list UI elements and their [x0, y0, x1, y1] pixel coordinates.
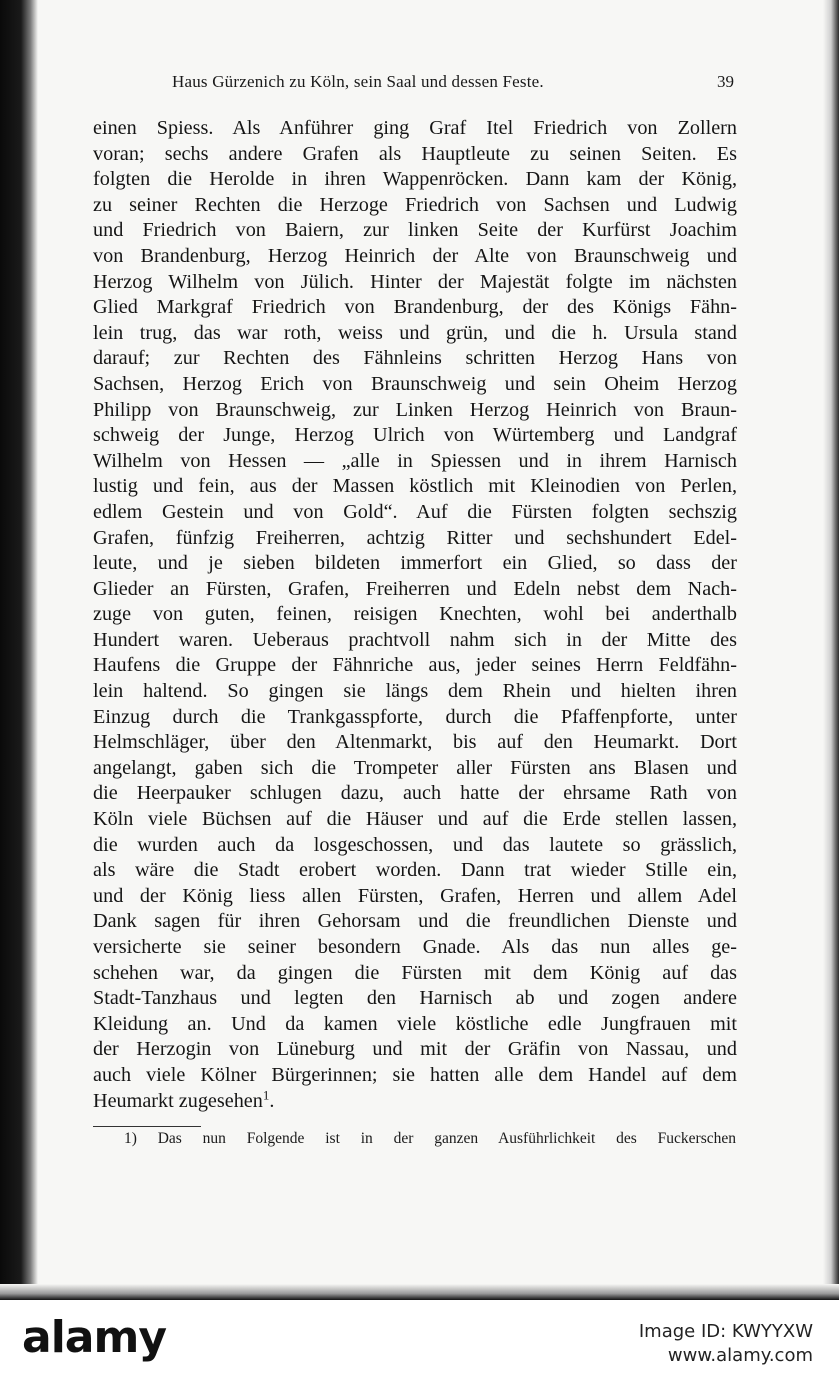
- text-line: die Heerpauker schlugen dazu, auch hatte der ehrsame Rath von: [93, 782, 737, 805]
- watermark-bar: [0, 1300, 839, 1390]
- text-line: darauf; zur Rechten des Fähnleins schritten Herzog Hans von: [93, 347, 737, 370]
- text-line: schehen war, da gingen die Fürsten mit dem König auf das: [93, 961, 737, 984]
- footnote: 1) Das nun Folgende ist in der ganzen Ausführlichkeit des Fuckerschen: [124, 1130, 736, 1147]
- text-line: zu seiner Rechten die Herzoge Friedrich von Sachsen und Ludwig: [93, 193, 737, 216]
- footnote-reference: 1: [262, 1088, 270, 1102]
- page-edge-right: [823, 0, 839, 1300]
- text-line: schweig der Junge, Herzog Ulrich von Würtemberg und Landgraf: [93, 424, 737, 447]
- text-line: Grafen, fünfzig Freiherren, achtzig Ritter und sechshundert Edel-: [93, 526, 737, 549]
- text-line: lustig und fein, aus der Massen köstlich mit Kleinodien von Perlen,: [93, 475, 737, 498]
- text-line: Einzug durch die Trankgasspforte, durch die Pfaffenpforte, unter: [93, 705, 737, 728]
- running-head: Haus Gürzenich zu Köln, sein Saal und dessen Feste.: [172, 72, 544, 91]
- text-line: auch viele Kölner Bürgerinnen; sie hatten alle dem Handel auf dem: [93, 1063, 737, 1086]
- image-id-label: Image ID: KWYYXW: [638, 1321, 813, 1342]
- text-line: Herzog Wilhelm von Jülich. Hinter der Majestät folgte im nächsten: [93, 270, 737, 293]
- text-line: Glieder an Fürsten, Grafen, Freiherren und Edeln nebst dem Nach-: [93, 577, 737, 600]
- text-line: als wäre die Stadt erobert worden. Dann trat wieder Stille ein,: [93, 859, 737, 882]
- text-line: zuge von guten, feinen, reisigen Knechten, wohl bei anderthalb: [93, 603, 737, 626]
- page-header: [172, 72, 812, 94]
- text-line: Haufens die Gruppe der Fähnriche aus, jeder seines Herrn Feldfähn-: [93, 654, 737, 677]
- text-line: leute, und je sieben bildeten immerfort ein Glied, so dass der: [93, 552, 737, 575]
- footnote-reference-end: .: [269, 1089, 275, 1112]
- text-line: der Herzogin von Lüneburg und mit der Gräfin von Nassau, und: [93, 1038, 737, 1061]
- text-line: Sachsen, Herzog Erich von Braunschweig und sein Oheim Herzog: [93, 372, 737, 395]
- text-line: die wurden auch da losgeschossen, und das lautete so grässlich,: [93, 833, 737, 856]
- text-line: Helmschläger, über den Altenmarkt, bis auf den Heumarkt. Dort: [93, 731, 737, 754]
- book-binding-shadow: [0, 0, 38, 1300]
- text-line: lein haltend. So gingen sie längs dem Rhein und hielten ihren: [93, 680, 737, 703]
- text-line: und der König liess allen Fürsten, Grafen, Herren und allem Adel: [93, 884, 737, 907]
- footnote-rule: [93, 1126, 201, 1127]
- text-line: Philipp von Braunschweig, zur Linken Herzog Heinrich von Braun-: [93, 398, 737, 421]
- site-url: www.alamy.com: [667, 1345, 813, 1366]
- page-number: 39: [717, 72, 734, 91]
- last-line-text: Heumarkt zugesehen: [93, 1089, 263, 1112]
- text-line: angelangt, gaben sich die Trompeter aller Fürsten ans Blasen und: [93, 756, 737, 779]
- text-line: Glied Markgraf Friedrich von Brandenburg, der des Königs Fähn-: [93, 296, 737, 319]
- text-line: Dank sagen für ihren Gehorsam und die freundlichen Dienste und: [93, 910, 737, 933]
- text-line: versicherte sie seiner besondern Gnade. Als das nun alles ge-: [93, 936, 737, 958]
- alamy-logo: alamy: [22, 1312, 166, 1363]
- text-line: Wilhelm von Hessen — „alle in Spiessen und in ihrem Harnisch: [93, 449, 737, 472]
- text-line: folgten die Herolde in ihren Wappenröcken. Dann kam der König,: [93, 168, 737, 191]
- text-line: von Brandenburg, Herzog Heinrich der Alte von Braunschweig und: [93, 244, 737, 267]
- text-line: Stadt-Tanzhaus und legten den Harnisch ab und zogen andere: [93, 987, 737, 1010]
- image-id-block: [639, 1320, 813, 1368]
- text-line: Hundert waren. Ueberaus prachtvoll nahm sich in der Mitte des: [93, 628, 737, 651]
- text-line: und Friedrich von Baiern, zur linken Seite der Kurfürst Joachim: [93, 219, 737, 242]
- text-line: lein trug, das war roth, weiss und grün, und die h. Ursula stand: [93, 321, 737, 344]
- text-line: Kleidung an. Und da kamen viele köstliche edle Jungfrauen mit: [93, 1012, 737, 1035]
- page-edge-bottom: [0, 1284, 839, 1300]
- text-line: edlem Gestein und von Gold“. Auf die Fürsten folgten sechszig: [93, 500, 737, 523]
- text-line: voran; sechs andere Grafen als Hauptleute zu seinen Seiten. Es: [93, 142, 737, 165]
- text-line: Köln viele Büchsen auf die Häuser und auf die Erde stellen lassen,: [93, 808, 737, 831]
- body-text: [93, 116, 737, 1114]
- text-line-last: [93, 1089, 737, 1115]
- text-line: einen Spiess. Als Anführer ging Graf Itel Friedrich von Zollern: [93, 117, 737, 139]
